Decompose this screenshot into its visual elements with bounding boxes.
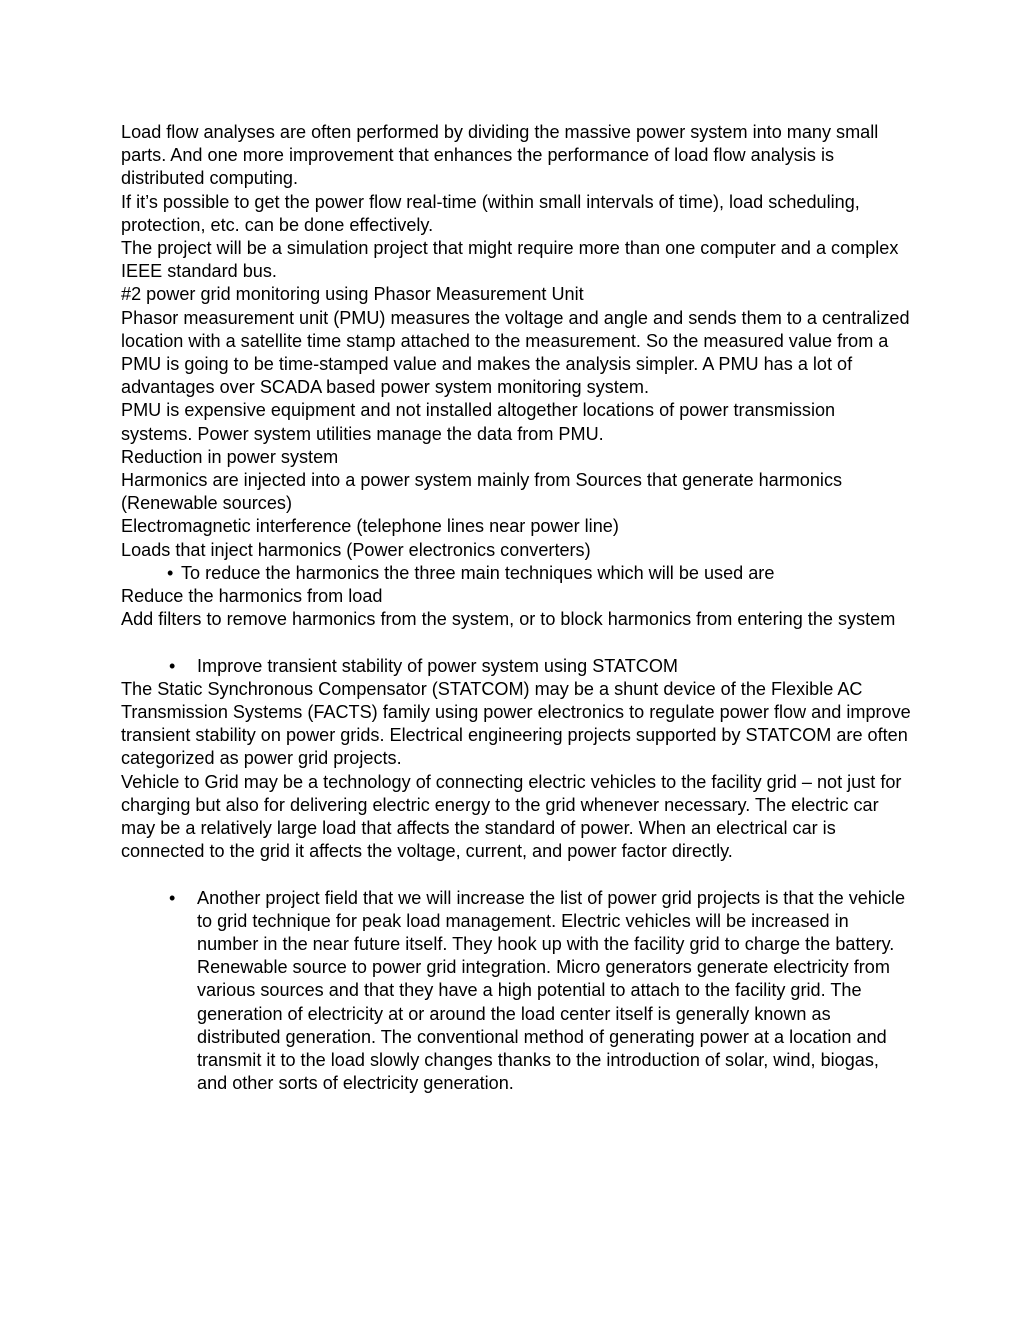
bullet-icon: •	[167, 562, 174, 583]
paragraph-load-flow: Load flow analyses are often performed by dividing the massive power system into many small parts. And one more improvement that enhances the performance of load flow analysis is distributed computing.	[121, 122, 879, 189]
paragraph-reduce-load: Reduce the harmonics from load	[121, 586, 383, 607]
heading-pmu-monitoring: #2 power grid monitoring using Phasor Measurement Unit	[121, 284, 584, 305]
blank-line	[121, 863, 911, 886]
paragraph-harmonics-sources: Harmonics are injected into a power system mainly from Sources that generate harmonics (Renewable sources)	[121, 470, 843, 514]
paragraph-loads-harmonics: Loads that inject harmonics (Power electronics converters)	[121, 539, 591, 560]
bullet-text: To reduce the harmonics the three main techniques which will be used are	[181, 562, 775, 583]
paragraph-simulation-project: The project will be a simulation project that might require more than one computer and a complex IEEE standard bus.	[121, 238, 899, 282]
paragraph-pmu-description: Phasor measurement unit (PMU) measures the voltage and angle and sends them to a centralized location with a satellite time stamp attached to the measurement. So the measured value from a PMU is going to be time-stamped value and makes the analysis simpler. A PMU has a lot of advantages over SCADA based power system monitoring system.	[121, 307, 910, 398]
bullet-item-peak-load	[121, 887, 911, 1096]
bullet-item-reduce-harmonics	[121, 562, 911, 585]
paragraph-real-time: If it’s possible to get the power flow real-time (within small intervals of time), load scheduling, protection, etc. can be done effectively.	[121, 191, 860, 235]
blank-line	[121, 631, 911, 654]
bullet-text: Another project field that we will increase the list of power grid projects is that the vehicle to grid technique for peak load management. Electric vehicles will be increased in number in the near future itself. They hook up with the facility grid to charge the battery. Renewable source to power grid integration. Micro generators generate electricity from various sources and that they have a high potential to attach to the facility grid. The generation of electricity at or around the load center itself is generally known as distributed generation. The conventional method of generating power at a location and transmit it to the load slowly changes thanks to the introduction of solar, wind, biogas, and other sorts of electricity generation.	[197, 887, 906, 1094]
paragraph-vehicle-to-grid: Vehicle to Grid may be a technology of connecting electric vehicles to the facility grid – not just for charging but also for delivering electric energy to the grid whenever necessary. The electric car may be a relatively large load that affects the standard of power. When an electrical car is connected to the grid it affects the voltage, current, and power factor directly.	[121, 771, 902, 862]
bullet-icon: •	[169, 655, 176, 676]
paragraph-emi: Electromagnetic interference (telephone lines near power line)	[121, 516, 619, 537]
paragraph-add-filters: Add filters to remove harmonics from the system, or to block harmonics from entering the system	[121, 609, 896, 630]
heading-reduction: Reduction in power system	[121, 446, 339, 467]
bullet-item-statcom	[121, 655, 911, 678]
bullet-text: Improve transient stability of power system using STATCOM	[197, 655, 678, 676]
paragraph-statcom: The Static Synchronous Compensator (STATCOM) may be a shunt device of the Flexible AC Transmission Systems (FACTS) family using power electronics to regulate power flow and improve transient stability on power grids. Electrical engineering projects supported by STATCOM are often categorized as power grid projects.	[121, 678, 911, 769]
document-body	[121, 121, 911, 1096]
bullet-icon: •	[169, 887, 176, 908]
paragraph-pmu-cost: PMU is expensive equipment and not installed altogether locations of power transmission systems. Power system utilities manage the data from PMU.	[121, 400, 836, 444]
